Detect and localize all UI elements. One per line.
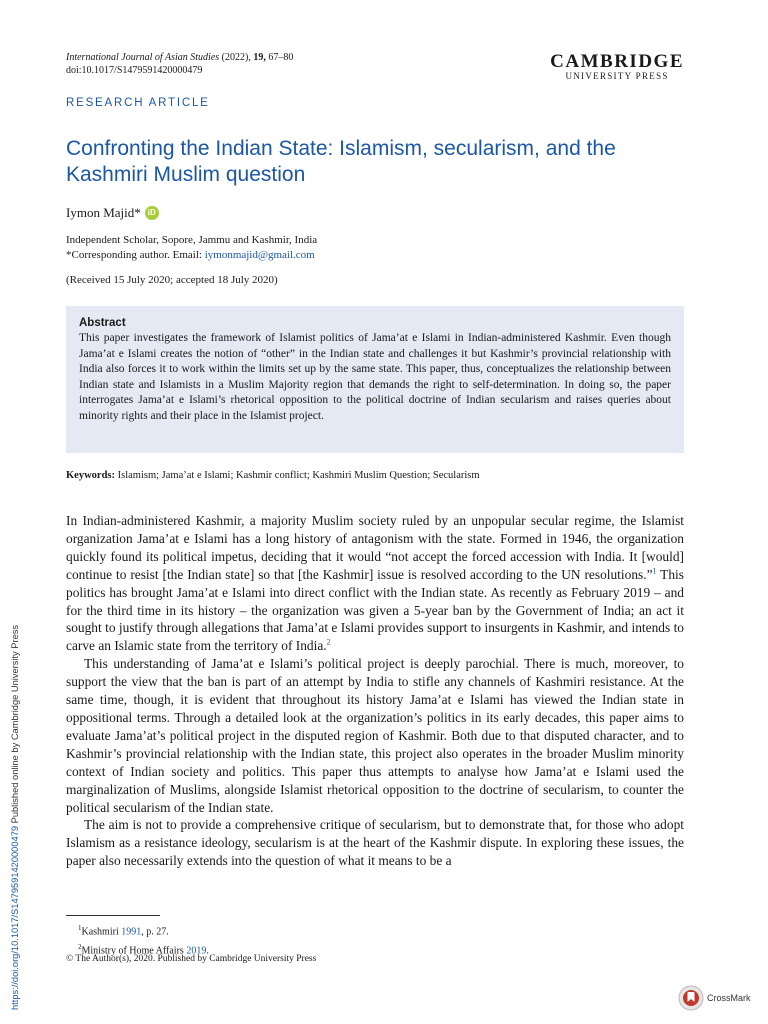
journal-name: International Journal of Asian Studies [66, 52, 220, 63]
author [66, 205, 159, 221]
keywords-text: Islamism; Jama’at e Islami; Kashmir conflict; Kashmiri Muslim Question; Secularism [115, 470, 480, 481]
journal-pages: 67–80 [268, 52, 294, 63]
abstract-box [66, 306, 684, 453]
footnote-text: Ministry of Home Affairs [81, 945, 187, 957]
abstract-text: This paper investigates the framework of Islamist politics of Jama’at e Islami in Indian-administered Kashmir. Even though Jama’at e Islami creates the notion of “other” in the Indian state and challenges it but Kashmir’s provincial relationship with India also forces it to work within the limits set up by the same state. This paper, thus, conceptualizes the relationship between Indian state and Islamists in a Muslim Majority region that demands the right to self-determination. In doing so, the paper interrogates Jama’at e Islami’s rhetorical opposition to the political doctrine of Indian secularism and raises queries about minority rights and their place in the Islamist project. [79, 332, 671, 422]
body-paragraph-1 [66, 512, 684, 655]
copyright-notice: © The Author(s), 2020. Published by Cambridge University Press [66, 954, 317, 964]
footnote-1 [78, 921, 209, 940]
abstract-heading: Abstract [79, 317, 126, 329]
publisher-logo-line1: CAMBRIDGE [550, 51, 684, 72]
crossmark-badge[interactable] [678, 985, 751, 1011]
journal-volume: 19, [253, 52, 266, 63]
affiliation [66, 233, 317, 263]
keywords-label: Keywords: [66, 470, 115, 481]
article-body [66, 512, 684, 870]
article-title: Confronting the Indian State: Islamism, secularism, and the Kashmiri Muslim question [66, 137, 616, 186]
footnote-number: 1 [78, 924, 82, 932]
affiliation-line: Independent Scholar, Sopore, Jammu and Kashmir, India [66, 234, 318, 246]
received-dates: (Received 15 July 2020; accepted 18 July 2020) [66, 274, 278, 286]
body-paragraph-1a: In Indian-administered Kashmir, a majority Muslim society ruled by an unpopular secular regime, the Islamist organization Jama’at e Islami has a long history of antagonism with the state. Formed in 1946, the organization quickly found its political impetus, deciding that it would “not accept the forced accession with India. It [would] continue to resist [the Indian state] so that [the Kashmir] issue is resolved according to the UN resolutions.” [66, 513, 684, 582]
side-note-text: Published online by Cambridge University Press [10, 624, 20, 826]
side-doi-link[interactable]: https://doi.org/10.1017/S1479591420000479 [10, 825, 20, 1010]
footnote-number: 2 [78, 942, 82, 951]
body-paragraph-1b: This politics has brought Jama’at e Islami into direct conflict with the Indian state. As recently as February 2019 – and for the third time in its history – the organization was given a 5-year ban by the Government of India; an act it sought to justify through allegations that Jama’at e Islami provides support to insurgents in Kashmir, and intends to carve an Islamic state from the territory of India. [66, 566, 684, 654]
author-email-link[interactable]: iymonmajid@gmail.com [204, 249, 315, 261]
journal-year: (2022), [221, 52, 251, 63]
footnote-rest: , p. 27. [141, 926, 169, 938]
body-paragraph-2: This understanding of Jama’at e Islami’s political project is deeply parochial. There is much, moreover, to support the view that the ban is part of an attempt by India to stifle any channels of Kashmiri resistance. At the same time, though, it is evident that throughout its history Jama’at e Islami has viewed the Indian state in oppositional terms. Through a detailed look at the organization’s politics in its early decades, this paper aims to evaluate Jama’at’s political project in the disputed region of Kashmir. Both due to that disputed character, and to Kashmir’s provincial relationship with the Indian state, this project also operates in the broader Muslim minority context of Indian society and politics. This paper thus attempts to analyse how Jama’at e Islami used the marginalization of Muslims, alongside Islamist rhetorical opposition to the doctrine of secularism, to counter the political secularism of the Indian state. [66, 656, 684, 815]
crossmark-label: CrossMark [707, 993, 751, 1003]
journal-doi: doi:10.1017/S1479591420000479 [66, 65, 203, 76]
publisher-logo [550, 52, 684, 82]
footnotes [78, 921, 209, 959]
footnote-divider [66, 915, 160, 916]
footnote-year-link[interactable]: 2019 [186, 945, 207, 957]
footnote-text: Kashmiri [81, 926, 122, 938]
footnote-ref-1[interactable]: 1 [652, 566, 657, 576]
online-publication-note [10, 625, 20, 1010]
publisher-logo-line2: UNIVERSITY PRESS [565, 71, 669, 81]
author-name: Iymon Majid* [66, 205, 141, 220]
orcid-icon[interactable]: iD [145, 206, 159, 220]
footnote-rest: . [206, 945, 209, 957]
keywords [66, 470, 480, 481]
corresponding-label: *Corresponding author. Email: [66, 249, 205, 261]
journal-citation [66, 51, 293, 77]
crossmark-icon [678, 985, 704, 1011]
footnote-ref-2[interactable]: 2 [326, 637, 331, 647]
body-paragraph-3: The aim is not to provide a comprehensive critique of secularism, but to demonstrate that, for those who adopt Islamism as a resistance ideology, secularism is at the heart of the Kashmir dispute. In exploring these issues, the paper also necessarily extends into the question of what it means to be a [66, 817, 684, 869]
article-type: RESEARCH ARTICLE [66, 97, 210, 109]
footnote-year-link[interactable]: 1991 [121, 926, 142, 938]
